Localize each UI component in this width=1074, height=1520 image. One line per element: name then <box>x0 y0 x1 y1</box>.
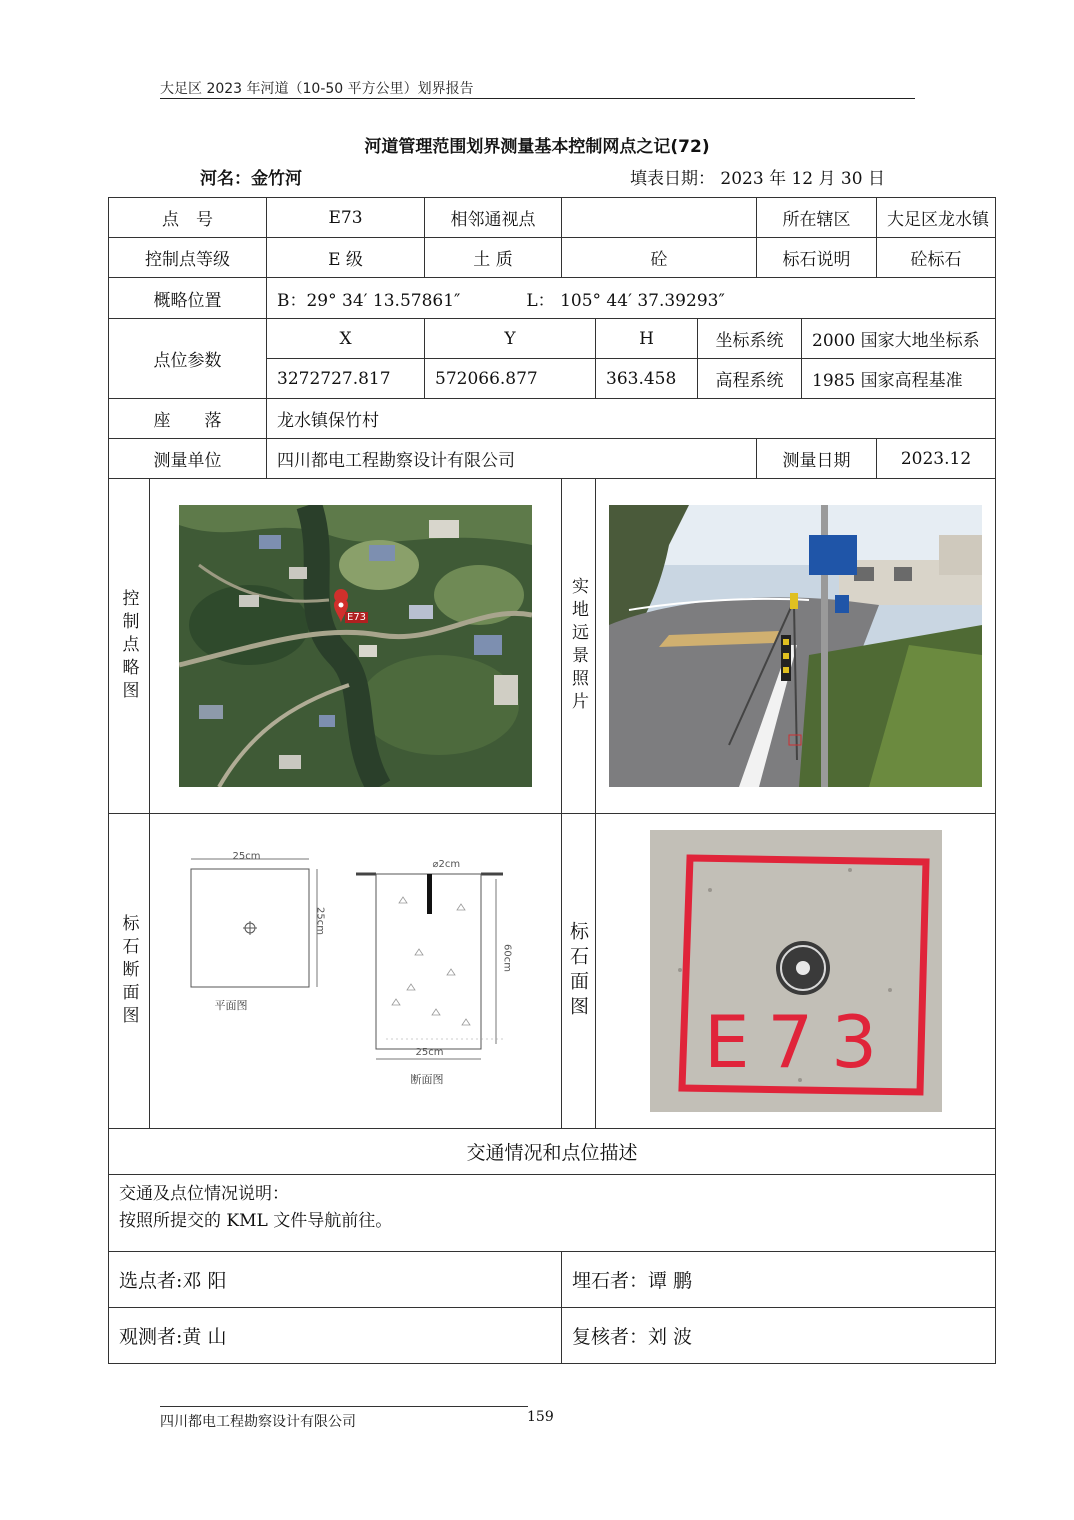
point-no: E73 <box>267 198 425 238</box>
x-value: 3272727.817 <box>267 359 425 399</box>
photo-label-cell <box>562 479 596 814</box>
stone-section-drawing <box>171 849 541 1094</box>
y-label: Y <box>425 319 596 359</box>
survey-date-label: 测量日期 <box>757 439 877 479</box>
site: 龙水镇保竹村 <box>267 399 996 439</box>
elev-sys-label: 高程系统 <box>698 359 802 399</box>
soil: 砼 <box>562 238 757 278</box>
stone: 砼标石 <box>877 238 996 278</box>
footer-company: 四川都电工程勘察设计有限公司 <box>160 1414 356 1430</box>
y-value: 572066.877 <box>425 359 596 399</box>
stone-face-marking: E73 <box>703 1000 896 1084</box>
h-value: 363.458 <box>596 359 698 399</box>
sketch-map-cell <box>150 479 562 814</box>
longitude: L： 105° 44′ 37.39293″ <box>526 290 725 311</box>
h-label: H <box>596 319 698 359</box>
header-rule <box>160 98 915 99</box>
selector: 选点者:邓 阳 <box>109 1252 562 1308</box>
fill-date: 填表日期： 2023 年 12 月 30 日 <box>630 169 885 189</box>
adjacent-value <box>562 198 757 238</box>
site-photo <box>609 505 982 787</box>
plan-height-label: 25cm <box>314 906 326 935</box>
bottom-width-label: 25cm <box>415 1046 444 1058</box>
latitude: B：29° 34′ 13.57861″ <box>277 290 461 311</box>
section-label: 标石断面图 <box>118 913 139 1029</box>
location-value <box>267 278 996 319</box>
satellite-map <box>179 505 532 787</box>
map-marker-label: E73 <box>347 612 367 623</box>
embedder: 埋石者：谭 鹏 <box>562 1252 996 1308</box>
section-label-cell <box>109 814 150 1129</box>
district-label: 所在辖区 <box>757 198 877 238</box>
grade-label: 控制点等级 <box>109 238 267 278</box>
soil-label: 土 质 <box>425 238 562 278</box>
document-title: 河道管理范围划界测量基本控制网点之记(72) <box>364 137 710 157</box>
grade: E 级 <box>267 238 425 278</box>
unit-label: 测量单位 <box>109 439 267 479</box>
elev-sys: 1985 国家高程基准 <box>802 359 996 399</box>
checker: 复核者：刘 波 <box>562 1308 996 1364</box>
plan-width-label: 25cm <box>232 850 261 862</box>
traffic-line-1: 交通及点位情况说明： <box>119 1184 289 1204</box>
plan-caption: 平面图 <box>214 998 248 1012</box>
location-label: 概略位置 <box>109 278 267 319</box>
params-label: 点位参数 <box>109 319 267 399</box>
site-photo-image <box>609 505 982 787</box>
traffic-line-2: 按照所提交的 KML 文件导航前往。 <box>119 1211 393 1231</box>
coord-sys: 2000 国家大地坐标系 <box>802 319 996 359</box>
photo-label: 实地远景照片 <box>568 577 588 715</box>
site-label: 座 落 <box>109 399 267 439</box>
photo-cell <box>596 479 996 814</box>
section-diagram-cell <box>150 814 562 1129</box>
depth-label: 60cm <box>501 943 513 972</box>
adjacent-label: 相邻通视点 <box>425 198 562 238</box>
sketch-label-cell <box>109 479 150 814</box>
stone-face-cell <box>596 814 996 1129</box>
survey-date: 2023.12 <box>877 439 996 479</box>
observer: 观测者:黄 山 <box>109 1308 562 1364</box>
traffic-description <box>109 1175 996 1252</box>
face-label: 标石面图 <box>567 921 589 1021</box>
x-label: X <box>267 319 425 359</box>
face-label-cell <box>562 814 596 1129</box>
point-no-label: 点 号 <box>109 198 267 238</box>
report-header: 大足区 2023 年河道（10-50 平方公里）划界报告 <box>160 81 474 97</box>
top-note-label: ⌀2cm <box>432 858 461 870</box>
district: 大足区龙水镇 <box>877 198 996 238</box>
stone-section-diagram <box>171 849 541 1094</box>
coord-sys-label: 坐标系统 <box>698 319 802 359</box>
control-point-table <box>108 197 996 1364</box>
unit: 四川都电工程勘察设计有限公司 <box>267 439 757 479</box>
stone-face-photo <box>650 830 942 1112</box>
sketch-label: 控制点略图 <box>118 588 139 704</box>
stone-label: 标石说明 <box>757 238 877 278</box>
page-number: 159 <box>527 1409 554 1425</box>
river-name: 河名：金竹河 <box>200 169 302 189</box>
section-caption: 断面图 <box>410 1072 444 1086</box>
footer-rule <box>160 1406 528 1407</box>
satellite-map-image <box>179 505 532 787</box>
traffic-header: 交通情况和点位描述 <box>109 1129 996 1175</box>
